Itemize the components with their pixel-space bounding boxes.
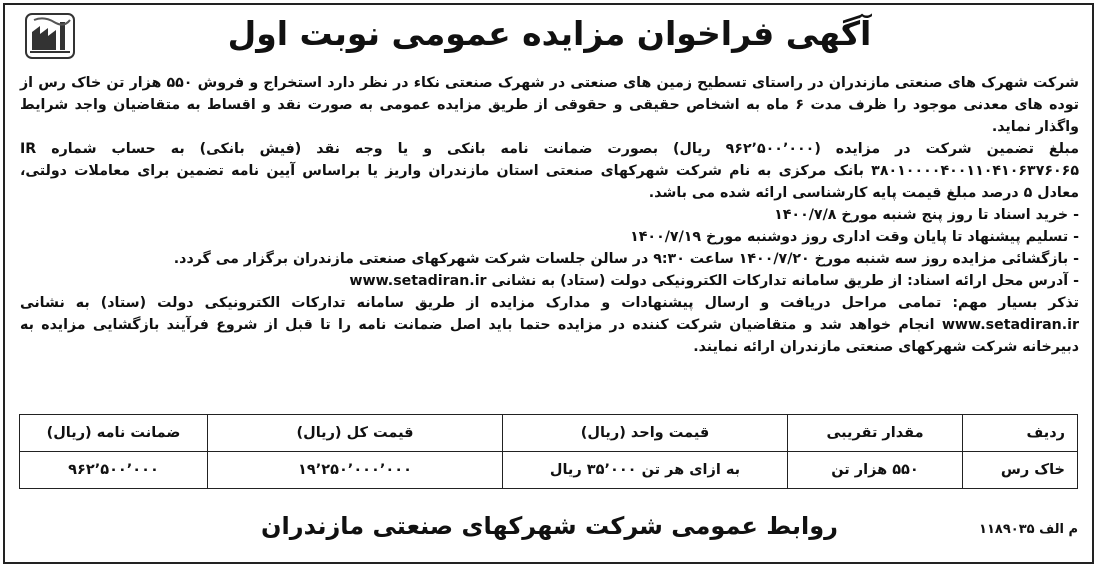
header-row-number: ردیف — [963, 415, 1078, 452]
cell-guarantee: ۹۶۲٬۵۰۰٬۰۰۰ — [20, 452, 208, 489]
table-row — [20, 452, 1078, 489]
notice-body — [20, 72, 1079, 358]
schedule-item-submission: - تسلیم پیشنهاد تا پایان وقت اداری روز دوشنبه مورخ ۱۴۰۰/۷/۱۹ — [630, 229, 1079, 245]
schedule-item-opening: - بازگشائی مزایده روز سه شنبه مورخ ۱۴۰۰/۷/۲۰ ساعت ۹:۳۰ در سالن جلسات شرکت شهرکهای صنعتی مازندران برگزار می گردد. — [173, 251, 1079, 267]
auction-table — [19, 414, 1078, 489]
schedule-item-purchase: - خرید اسناد تا روز پنج شنبه مورخ ۱۴۰۰/۷/۸ — [774, 207, 1079, 223]
cell-quantity: ۵۵۰ هزار تن — [788, 452, 963, 489]
cell-unit-price: به ازای هر تن ۳۵٬۰۰۰ ریال — [503, 452, 788, 489]
cell-item: خاک رس — [963, 452, 1078, 489]
table-header-row — [20, 415, 1078, 452]
cell-total-price: ۱۹٬۲۵۰٬۰۰۰٬۰۰۰ — [208, 452, 503, 489]
header-quantity: مقدار تقریبی — [788, 415, 963, 452]
header-guarantee: ضمانت نامه (ریال) — [20, 415, 208, 452]
schedule-item-address: - آدرس محل ارائه اسناد: از طریق سامانه تدارکات الکترونیکی دولت (ستاد) به نشانی www.setadiran.ir — [349, 273, 1079, 289]
header-unit-price: قیمت واحد (ریال) — [503, 415, 788, 452]
signature: روابط عمومی شرکت شهرکهای صنعتی مازندران — [261, 512, 838, 540]
header-total-price: قیمت کل (ریال) — [208, 415, 503, 452]
notice-title: آگهی فراخوان مزایده عمومی نوبت اول — [227, 14, 872, 53]
intro-paragraph: شرکت شهرک های صنعتی مازندران در راستای تسطیح زمین های صنعتی در شهرک صنعتی نکاء در نظر دارد استخراج و فروش ۵۵۰ هزار تن خاک رس از توده های معدنی موجود را ظرف مدت ۶ ماه به اشخاص حقیقی و حقوقی از طریق مزایده عمومی به صورت نقد و اقساط به متقاضیان واجد شرایط واگذار نماید. — [20, 75, 1079, 135]
reference-number: م الف ۱۱۸۹۰۳۵ — [979, 522, 1078, 537]
important-note: تذکر بسیار مهم: تمامی مراحل دریافت و ارسال پیشنهادات و مدارک مزایده از طریق سامانه تدارکات الکترونیکی دولت (ستاد) به نشانی www.setadiran.ir انجام خواهد شد و متقاضیان شرکت کننده در مزایده حتما باید اصل ضمانت نامه را تا قبل از شروع فرآیند بازگشایی مزایده به دبیرخانه شرکت شهرکهای صنعتی مازندران ارائه نمایند. — [20, 295, 1079, 355]
guarantee-paragraph: مبلغ تضمین شرکت در مزایده (۹۶۲٬۵۰۰٬۰۰۰ ریال) بصورت ضمانت نامه بانکی و یا وجه نقد (فیش بانکی) به حساب شماره IR ۳۸۰۱۰۰۰۰۴۰۰۱۱۰۴۱۰۶۳۷۶۰۶۵ بانک مرکزی به نام شرکت شهرکهای صنعتی استان مازندران واریز یا براساس آیین نامه تضمین برای معاملات دولتی، معادل ۵ درصد مبلغ قیمت پایه کارشناسی ارائه شده می باشد. — [20, 141, 1079, 201]
